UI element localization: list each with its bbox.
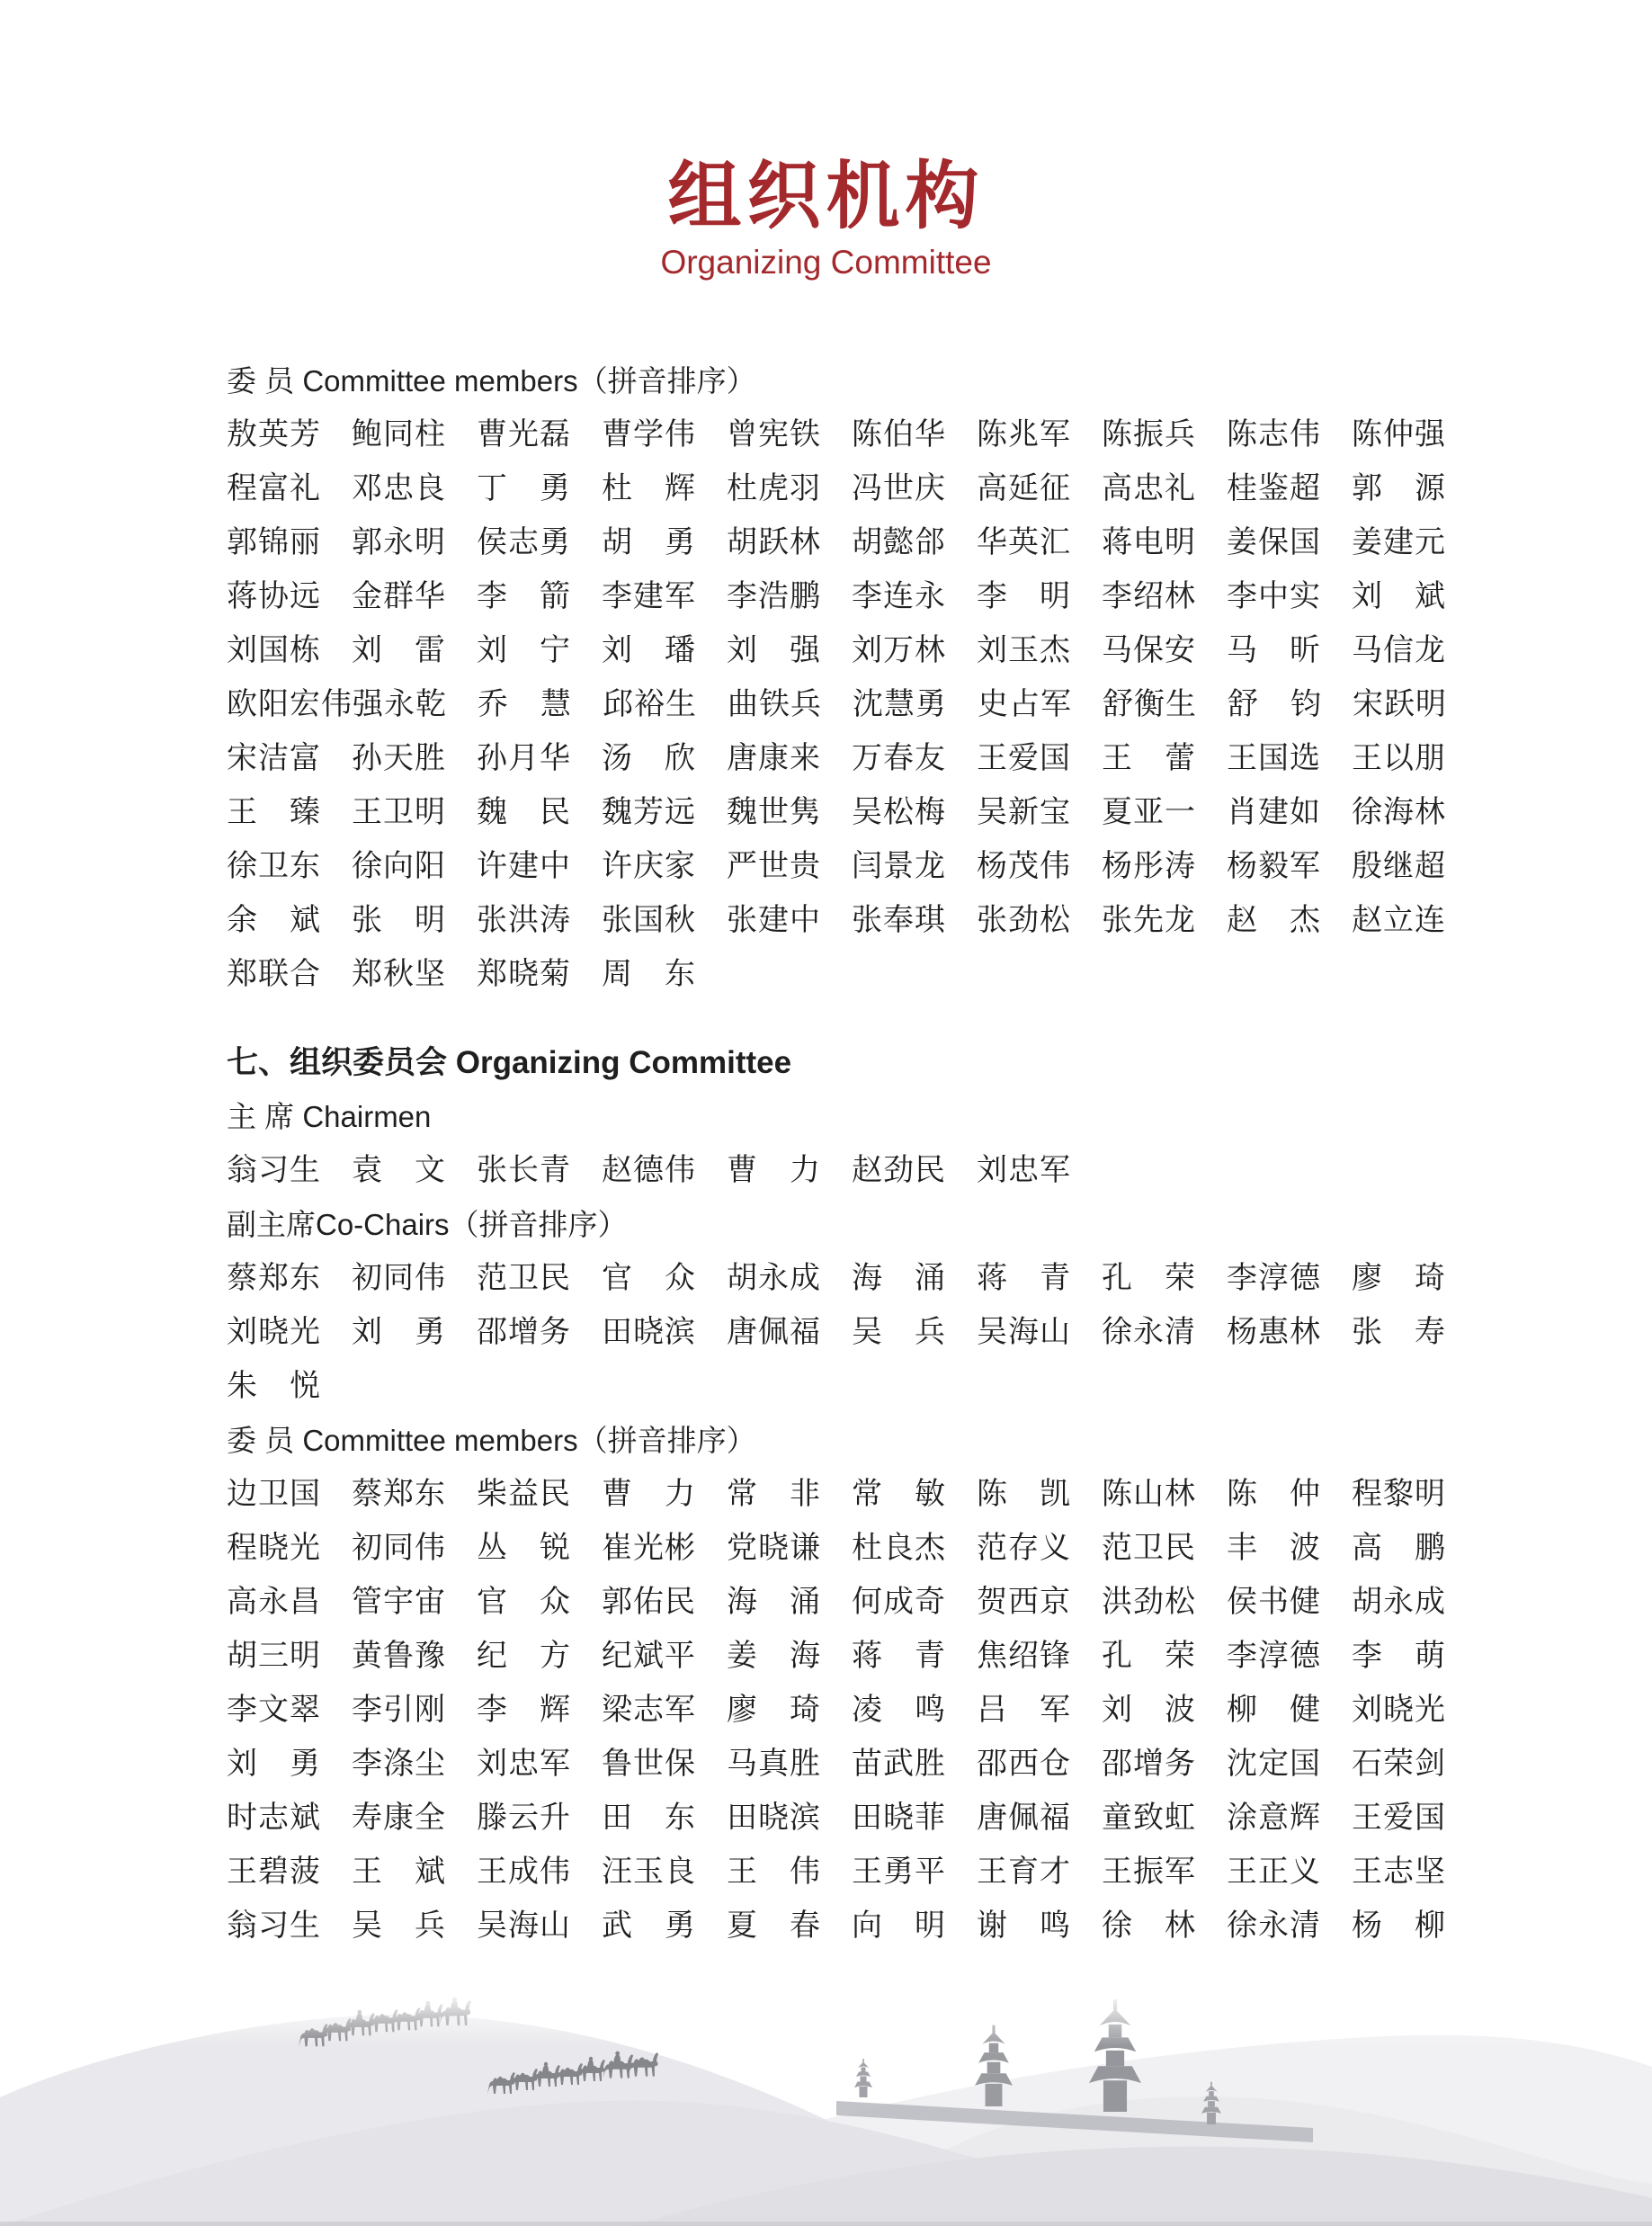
member-name: 邱裕生	[603, 687, 697, 721]
member-name: 陈仲强	[1352, 417, 1446, 451]
member-name: 范卫民	[477, 1261, 571, 1295]
member-name: 欧阳宏伟	[227, 687, 353, 721]
member-name: 侯志勇	[477, 525, 571, 559]
member-name: 李浩鹏	[727, 579, 821, 613]
member-name: 徐 林	[1102, 1909, 1196, 1943]
member-name: 胡永成	[1352, 1585, 1446, 1619]
member-name: 徐海林	[1352, 795, 1446, 829]
member-name: 邵增务	[477, 1315, 571, 1349]
member-name: 官 众	[477, 1585, 571, 1619]
member-name: 强永乾	[353, 687, 447, 721]
member-name: 魏 民	[477, 795, 571, 829]
member-name: 刘忠军	[477, 1747, 571, 1781]
group-label: 副主席Co-Chairs（拼音排序）	[227, 1208, 628, 1241]
member-row	[227, 1529, 1486, 1567]
member-name: 吴海山	[977, 1315, 1071, 1349]
member-name: 常 敏	[852, 1477, 946, 1511]
member-name: 蒋 青	[852, 1639, 946, 1673]
bottom-edge-line	[0, 2222, 1652, 2226]
member-name: 刘 雷	[352, 633, 446, 667]
member-name: 涂意辉	[1227, 1801, 1321, 1835]
member-name: 寿康全	[352, 1801, 446, 1835]
member-name: 凌 鸣	[852, 1693, 946, 1727]
member-name: 范存义	[977, 1531, 1071, 1565]
member-name: 陈山林	[1102, 1477, 1196, 1511]
member-name: 邵增务	[1102, 1747, 1196, 1781]
member-row	[227, 1151, 1486, 1189]
member-name: 杜虎羽	[727, 471, 821, 505]
member-name: 杨毅军	[1227, 849, 1321, 883]
member-name: 李 明	[977, 579, 1071, 613]
member-name: 赵德伟	[602, 1153, 696, 1187]
member-name: 马 昕	[1227, 633, 1321, 667]
member-name: 胡永成	[727, 1261, 821, 1295]
member-name: 纪斌平	[602, 1639, 696, 1673]
member-name: 海 涌	[727, 1585, 821, 1619]
member-name: 闫景龙	[852, 849, 946, 883]
member-name: 曲铁兵	[728, 687, 822, 721]
member-name: 向 明	[852, 1909, 946, 1943]
member-name: 刘国栋	[227, 633, 321, 667]
member-name: 杨惠林	[1227, 1315, 1321, 1349]
member-name: 陈 凯	[977, 1477, 1071, 1511]
member-name: 李 辉	[477, 1693, 571, 1727]
member-row	[227, 1691, 1486, 1729]
member-name: 姜 海	[727, 1639, 821, 1673]
member-name: 蒋电明	[1102, 525, 1196, 559]
member-name: 郭 源	[1352, 471, 1446, 505]
member-name: 蔡郑东	[352, 1477, 446, 1511]
member-name: 郑秋坚	[352, 957, 446, 991]
member-name: 田晓菲	[852, 1801, 946, 1835]
member-name: 王 蕾	[1102, 741, 1196, 775]
member-name: 孔 荣	[1102, 1261, 1196, 1295]
member-name: 徐向阳	[352, 849, 446, 883]
member-name: 滕云升	[477, 1801, 571, 1835]
sand-dunes	[0, 2015, 1652, 2226]
member-name: 高永昌	[227, 1585, 321, 1619]
member-name: 汪玉良	[602, 1855, 696, 1889]
member-name: 范卫民	[1102, 1531, 1196, 1565]
member-name: 李涤尘	[352, 1747, 446, 1781]
member-row	[227, 739, 1486, 777]
member-name: 汤 欣	[602, 741, 696, 775]
member-name: 谢 鸣	[977, 1909, 1071, 1943]
member-name: 刘 勇	[227, 1747, 321, 1781]
member-name: 赵立连	[1352, 903, 1446, 937]
member-name: 吴新宝	[977, 795, 1071, 829]
member-name: 石荣剑	[1352, 1747, 1446, 1781]
member-name: 何成奇	[852, 1585, 946, 1619]
member-name: 王振军	[1102, 1855, 1196, 1889]
member-name: 王国选	[1227, 741, 1321, 775]
member-name: 姜保国	[1227, 525, 1321, 559]
member-name: 官 众	[602, 1261, 696, 1295]
member-name: 王爱国	[977, 741, 1071, 775]
member-name: 孔 荣	[1102, 1639, 1196, 1673]
member-row	[227, 1313, 1486, 1351]
member-name: 宋洁富	[227, 741, 321, 775]
member-name: 沈慧勇	[853, 687, 947, 721]
member-name: 焦绍锋	[977, 1639, 1071, 1673]
member-name: 郑晓菊	[477, 957, 571, 991]
fog-overlay	[0, 1997, 1652, 2046]
member-name: 杜良杰	[852, 1531, 946, 1565]
member-name: 张 寿	[1352, 1315, 1446, 1349]
member-name: 魏世隽	[727, 795, 821, 829]
member-name: 高忠礼	[1102, 471, 1196, 505]
member-name: 陈 仲	[1227, 1477, 1321, 1511]
member-name: 王正义	[1227, 1855, 1321, 1889]
member-name: 陈振兵	[1102, 417, 1196, 451]
group-label: 主 席 Chairmen	[227, 1100, 432, 1133]
member-name: 王卫明	[352, 795, 446, 829]
member-name: 曹 力	[602, 1477, 696, 1511]
member-name: 曹学伟	[602, 417, 696, 451]
member-name: 吴海山	[477, 1909, 571, 1943]
member-row	[227, 1637, 1486, 1675]
member-name: 王碧菠	[227, 1855, 321, 1889]
member-name: 史占军	[978, 687, 1072, 721]
member-name: 高延征	[977, 471, 1071, 505]
member-name: 赵 杰	[1227, 903, 1321, 937]
member-name: 魏芳远	[602, 795, 696, 829]
member-name: 蒋协远	[227, 579, 321, 613]
member-name: 程黎明	[1352, 1477, 1446, 1511]
member-row	[227, 577, 1486, 615]
member-name: 武 勇	[602, 1909, 696, 1943]
group-label: 委 员 Committee members（拼音排序）	[227, 364, 756, 398]
member-row	[227, 416, 1486, 453]
member-name: 海 涌	[852, 1261, 946, 1295]
member-name: 刘晓光	[1352, 1693, 1446, 1727]
member-name: 曹 力	[727, 1153, 821, 1187]
member-row	[227, 1367, 1486, 1405]
member-name: 刘玉杰	[977, 633, 1071, 667]
member-name: 孙月华	[477, 741, 571, 775]
member-name: 吴 兵	[352, 1909, 446, 1943]
member-name: 乔 慧	[478, 687, 572, 721]
member-name: 李中实	[1227, 579, 1321, 613]
member-name: 边卫国	[227, 1477, 321, 1511]
member-name: 李淳德	[1227, 1639, 1321, 1673]
member-row	[227, 523, 1486, 561]
member-name: 蒋 青	[977, 1261, 1071, 1295]
member-name: 廖 琦	[727, 1693, 821, 1727]
member-name: 程晓光	[227, 1531, 321, 1565]
member-name: 蔡郑东	[227, 1261, 321, 1295]
member-row	[227, 1583, 1486, 1621]
member-name: 李 箭	[477, 579, 571, 613]
member-name: 许庆家	[602, 849, 696, 883]
desert-footer-art	[0, 1997, 1652, 2226]
member-name: 夏亚一	[1102, 795, 1196, 829]
member-name: 郭锦丽	[227, 525, 321, 559]
member-name: 桂鉴超	[1227, 471, 1321, 505]
member-name: 唐佩福	[727, 1315, 821, 1349]
member-name: 初同伟	[352, 1531, 446, 1565]
member-name: 侯书健	[1227, 1585, 1321, 1619]
member-name: 翁习生	[227, 1909, 321, 1943]
member-row	[227, 793, 1486, 831]
member-name: 田晓滨	[602, 1315, 696, 1349]
member-name: 邵西仓	[977, 1747, 1071, 1781]
member-name: 刘 斌	[1352, 579, 1446, 613]
member-name: 夏 春	[727, 1909, 821, 1943]
member-name: 张劲松	[977, 903, 1071, 937]
member-name: 杨茂伟	[977, 849, 1071, 883]
member-name: 高 鹏	[1352, 1531, 1446, 1565]
member-name: 陈伯华	[852, 417, 946, 451]
member-row	[227, 631, 1486, 669]
member-name: 华英汇	[977, 525, 1071, 559]
member-name: 张洪涛	[477, 903, 571, 937]
member-row	[227, 1907, 1486, 1944]
member-name: 田 东	[602, 1801, 696, 1835]
member-name: 王以朋	[1352, 741, 1446, 775]
member-name: 殷继超	[1352, 849, 1446, 883]
member-name: 曾宪铁	[727, 417, 821, 451]
member-name: 孙天胜	[352, 741, 446, 775]
member-name: 翁习生	[227, 1153, 321, 1187]
member-name: 李连永	[852, 579, 946, 613]
member-name: 刘忠军	[977, 1153, 1071, 1187]
member-name: 李 萌	[1352, 1639, 1446, 1673]
member-name: 胡懿郃	[852, 525, 946, 559]
member-name: 马真胜	[727, 1747, 821, 1781]
member-name: 郑联合	[227, 957, 321, 991]
member-name: 张长青	[477, 1153, 571, 1187]
member-name: 管宇宙	[352, 1585, 446, 1619]
member-name: 郭永明	[352, 525, 446, 559]
member-name: 吴松梅	[852, 795, 946, 829]
member-name: 周 东	[602, 957, 696, 991]
member-row	[227, 1799, 1486, 1837]
member-name: 李淳德	[1227, 1261, 1321, 1295]
member-name: 沈定国	[1227, 1747, 1321, 1781]
member-name: 唐佩福	[977, 1801, 1071, 1835]
member-name: 时志斌	[227, 1801, 321, 1835]
member-name: 徐卫东	[227, 849, 321, 883]
member-name: 刘万林	[852, 633, 946, 667]
member-name: 党晓谦	[727, 1531, 821, 1565]
member-name: 张先龙	[1102, 903, 1196, 937]
member-name: 常 非	[727, 1477, 821, 1511]
member-name: 刘 强	[727, 633, 821, 667]
member-name: 舒衡生	[1103, 687, 1197, 721]
member-name: 贺西京	[977, 1585, 1071, 1619]
content	[227, 362, 1486, 1961]
member-name: 丁 勇	[477, 471, 571, 505]
member-name: 童致虹	[1102, 1801, 1196, 1835]
member-name: 杨 柳	[1352, 1909, 1446, 1943]
member-name: 万春友	[852, 741, 946, 775]
member-name: 初同伟	[352, 1261, 446, 1295]
group-label: 委 员 Committee members（拼音排序）	[227, 1424, 756, 1457]
member-name: 王 臻	[227, 795, 321, 829]
member-row	[227, 1475, 1486, 1513]
member-name: 郭佑民	[602, 1585, 696, 1619]
member-name: 敖英芳	[227, 417, 321, 451]
member-name: 张国秋	[602, 903, 696, 937]
member-name: 陈志伟	[1227, 417, 1321, 451]
member-name: 肖建如	[1227, 795, 1321, 829]
member-name: 张奉琪	[852, 903, 946, 937]
member-name: 丛 锐	[477, 1531, 571, 1565]
member-name: 刘 璠	[602, 633, 696, 667]
member-row	[227, 901, 1486, 939]
member-name: 徐永清	[1227, 1909, 1321, 1943]
member-name: 崔光彬	[602, 1531, 696, 1565]
member-name: 徐永清	[1102, 1315, 1196, 1349]
member-name: 胡 勇	[602, 525, 696, 559]
member-name: 王勇平	[852, 1855, 946, 1889]
member-name: 刘晓光	[227, 1315, 321, 1349]
member-row	[227, 685, 1486, 723]
member-row	[227, 1853, 1486, 1891]
member-name: 吴 兵	[852, 1315, 946, 1349]
member-name: 冯世庆	[852, 471, 946, 505]
member-name: 宋跃明	[1353, 687, 1447, 721]
member-row	[227, 955, 1486, 993]
member-name: 纪 方	[477, 1639, 571, 1673]
member-name: 陈兆军	[977, 417, 1071, 451]
member-name: 金群华	[352, 579, 446, 613]
member-name: 胡跃林	[727, 525, 821, 559]
member-name: 田晓滨	[727, 1801, 821, 1835]
member-name: 刘 勇	[352, 1315, 446, 1349]
member-name: 柳 健	[1227, 1693, 1321, 1727]
member-name: 鲁世保	[602, 1747, 696, 1781]
member-name: 张 明	[352, 903, 446, 937]
member-row	[227, 1745, 1486, 1783]
member-name: 吕 军	[977, 1693, 1071, 1727]
member-name: 黄鲁豫	[352, 1639, 446, 1673]
page-title: 组织机构	[667, 156, 985, 237]
member-name: 廖 琦	[1352, 1261, 1446, 1295]
member-name: 李引刚	[352, 1693, 446, 1727]
member-name: 王志坚	[1352, 1855, 1446, 1889]
member-name: 苗武胜	[852, 1747, 946, 1781]
member-name: 李绍林	[1102, 579, 1196, 613]
member-name: 杨彤涛	[1102, 849, 1196, 883]
member-name: 胡三明	[227, 1639, 321, 1673]
member-name: 姜建元	[1352, 525, 1446, 559]
member-name: 许建中	[477, 849, 571, 883]
member-name: 程富礼	[227, 471, 321, 505]
member-name: 王 斌	[352, 1855, 446, 1889]
member-name: 严世贵	[727, 849, 821, 883]
member-name: 李建军	[602, 579, 696, 613]
member-name: 张建中	[727, 903, 821, 937]
member-name: 刘 波	[1102, 1693, 1196, 1727]
member-name: 赵劲民	[852, 1153, 946, 1187]
member-name: 李文翠	[227, 1693, 321, 1727]
member-name: 柴益民	[477, 1477, 571, 1511]
member-name: 唐康来	[727, 741, 821, 775]
member-name: 曹光磊	[477, 417, 571, 451]
member-name: 洪劲松	[1102, 1585, 1196, 1619]
member-name: 王爱国	[1352, 1801, 1446, 1835]
member-row	[227, 847, 1486, 885]
member-name: 袁 文	[352, 1153, 446, 1187]
member-name: 鲍同柱	[352, 417, 446, 451]
member-name: 余 斌	[227, 903, 321, 937]
member-name: 马保安	[1102, 633, 1196, 667]
member-row	[227, 1259, 1486, 1297]
member-name: 王育才	[977, 1855, 1071, 1889]
member-name: 王 伟	[727, 1855, 821, 1889]
member-name: 舒 钧	[1228, 687, 1322, 721]
member-name: 丰 波	[1227, 1531, 1321, 1565]
member-name: 王成伟	[477, 1855, 571, 1889]
section-title: 七、组织委员会 Organizing Committee	[227, 1045, 792, 1080]
member-name: 邓忠良	[352, 471, 446, 505]
member-name: 梁志军	[602, 1693, 696, 1727]
page-subtitle: Organizing Committee	[660, 244, 992, 281]
member-name: 朱 悦	[227, 1369, 321, 1403]
member-name: 杜 辉	[602, 471, 696, 505]
member-row	[227, 469, 1486, 507]
member-name: 马信龙	[1352, 633, 1446, 667]
member-name: 刘 宁	[477, 633, 571, 667]
